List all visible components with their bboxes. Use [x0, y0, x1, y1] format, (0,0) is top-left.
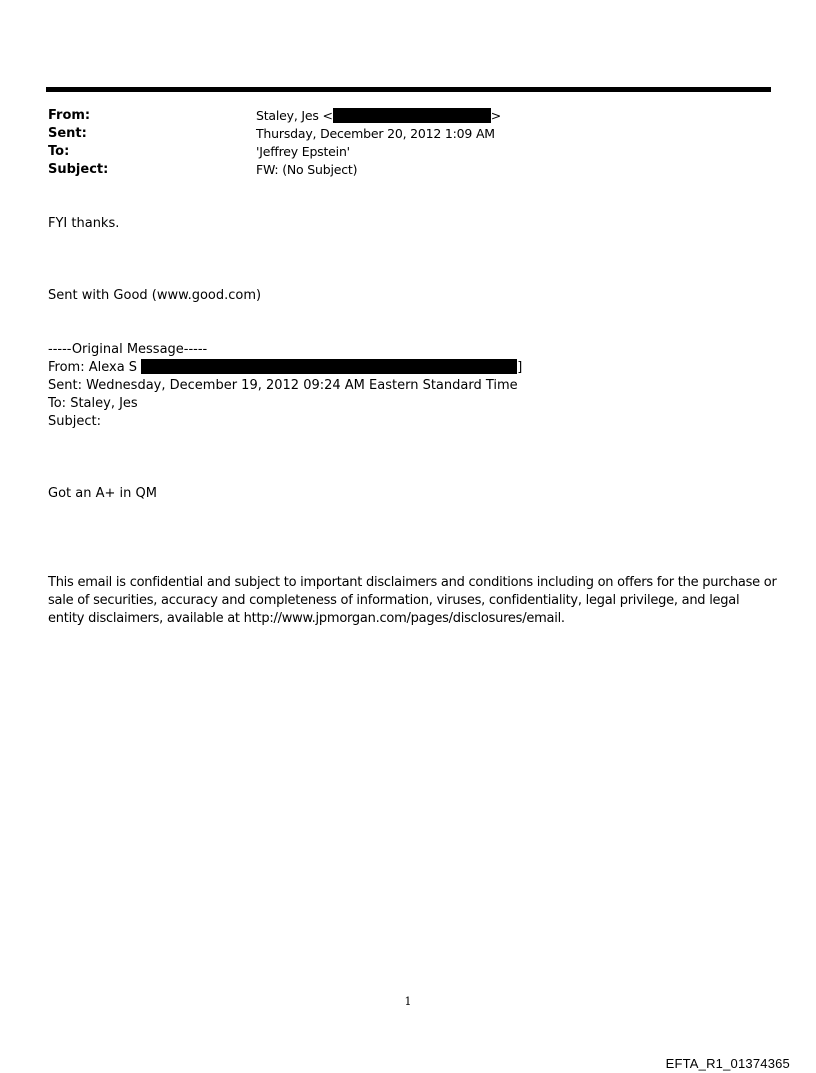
from-value [256, 107, 501, 125]
subject-value: FW: (No Subject) [256, 162, 358, 177]
from-label: From: [48, 108, 91, 123]
document-id: EFTA_R1_01374365 [665, 1056, 790, 1071]
from-value-suffix: > [490, 108, 502, 123]
original-message-divider: -----Original Message----- [48, 342, 208, 357]
page-number: 1 [404, 995, 412, 1008]
original-sent-line: Sent: Wednesday, December 19, 2012 09:24 AM Eastern Standard Time [48, 378, 518, 393]
subject-label: Subject: [48, 162, 109, 177]
sent-label: Sent: [48, 126, 87, 141]
disclaimer-text: This email is confidential and subject to important disclaimers and conditions including on offers for the purchase or sale of securities, accuracy and completeness of information, viruses, confidentiality, legal privilege, and legal entity disclaimers, available at http://www.jpmorgan.com/pages/disclosures/email. [48, 575, 777, 626]
body-greeting: FYI thanks. [48, 216, 120, 231]
to-value: 'Jeffrey Epstein' [256, 144, 350, 159]
original-from-prefix: From: Alexa S [48, 360, 138, 375]
original-from-line [48, 359, 522, 377]
original-from-suffix: ] [517, 360, 523, 375]
redaction-box [141, 359, 517, 374]
redaction-box [333, 108, 491, 123]
from-value-prefix: Staley, Jes < [256, 108, 333, 123]
to-label: To: [48, 144, 70, 159]
original-subject-line: Subject: [48, 414, 101, 429]
sent-value: Thursday, December 20, 2012 1:09 AM [256, 126, 495, 141]
original-to-line: To: Staley, Jes [48, 396, 138, 411]
original-message-body: Got an A+ in QM [48, 486, 157, 501]
body-signature: Sent with Good (www.good.com) [48, 288, 262, 303]
header-divider [46, 87, 771, 92]
